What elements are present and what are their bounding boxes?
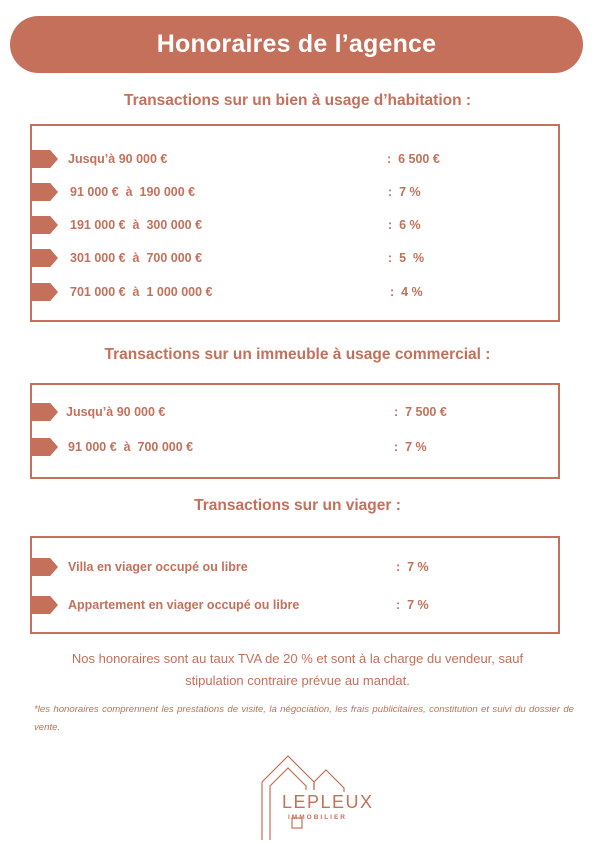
row-value: : 6 %	[388, 218, 421, 232]
arrow-bullet-icon	[32, 403, 58, 421]
table-row	[32, 558, 558, 578]
section-heading-commercial: Transactions sur un immeuble à usage commercial :	[104, 346, 491, 363]
table-row	[32, 183, 558, 203]
arrow-bullet-icon	[32, 438, 58, 456]
logo-name: LEPLEUX	[282, 792, 374, 812]
row-label: 301 000 € à 700 000 €	[70, 251, 203, 265]
row-label: Villa en viager occupé ou libre	[68, 560, 248, 574]
row-value: : 5 %	[388, 251, 425, 265]
row-value: : 7 %	[388, 185, 421, 199]
row-value: : 7 %	[396, 560, 429, 574]
fees-note-line-2: stipulation contraire prévue au mandat.	[185, 673, 410, 688]
table-row	[32, 150, 558, 170]
row-value: : 7 500 €	[394, 405, 447, 419]
table-row	[32, 249, 558, 269]
arrow-bullet-icon	[32, 283, 58, 301]
section-heading-habitation: Transactions sur un bien à usage d’habitation :	[123, 92, 472, 109]
page-title: Honoraires de l’agence	[156, 30, 437, 58]
viager-box	[30, 536, 560, 634]
arrow-bullet-icon	[32, 558, 58, 576]
row-value: : 7 %	[394, 440, 427, 454]
row-value: : 4 %	[390, 285, 423, 299]
row-label: Appartement en viager occupé ou libre	[68, 598, 300, 612]
table-row	[32, 596, 558, 616]
arrow-bullet-icon	[32, 216, 58, 234]
table-row	[32, 438, 558, 458]
table-row	[32, 216, 558, 236]
row-label: Jusqu’à 90 000 €	[68, 152, 168, 166]
row-label: 701 000 € à 1 000 000 €	[70, 285, 213, 299]
table-row	[32, 403, 558, 423]
footnote: *les honoraires comprennent les prestations de visite, la négociation, les frais publicitaires, constitution et suivi du dossier de vente.	[34, 704, 574, 733]
row-label: 191 000 € à 300 000 €	[70, 218, 203, 232]
row-label: 91 000 € à 700 000 €	[68, 440, 194, 454]
row-label: Jusqu’à 90 000 €	[66, 405, 166, 419]
title-banner	[10, 16, 583, 73]
logo-subtitle: IMMOBILIER	[288, 814, 347, 821]
row-label: 91 000 € à 190 000 €	[70, 185, 196, 199]
section-heading-viager: Transactions sur un viager :	[194, 497, 401, 514]
arrow-bullet-icon	[32, 596, 58, 614]
habitation-box	[30, 124, 560, 322]
row-value: : 7 %	[396, 598, 429, 612]
arrow-bullet-icon	[32, 183, 58, 201]
fees-note-line-1: Nos honoraires sont au taux TVA de 20 % et sont à la charge du vendeur, sauf	[71, 651, 524, 666]
arrow-bullet-icon	[32, 150, 58, 168]
commercial-box	[30, 383, 560, 479]
table-row	[32, 283, 558, 303]
row-value: : 6 500 €	[387, 152, 440, 166]
arrow-bullet-icon	[32, 249, 58, 267]
